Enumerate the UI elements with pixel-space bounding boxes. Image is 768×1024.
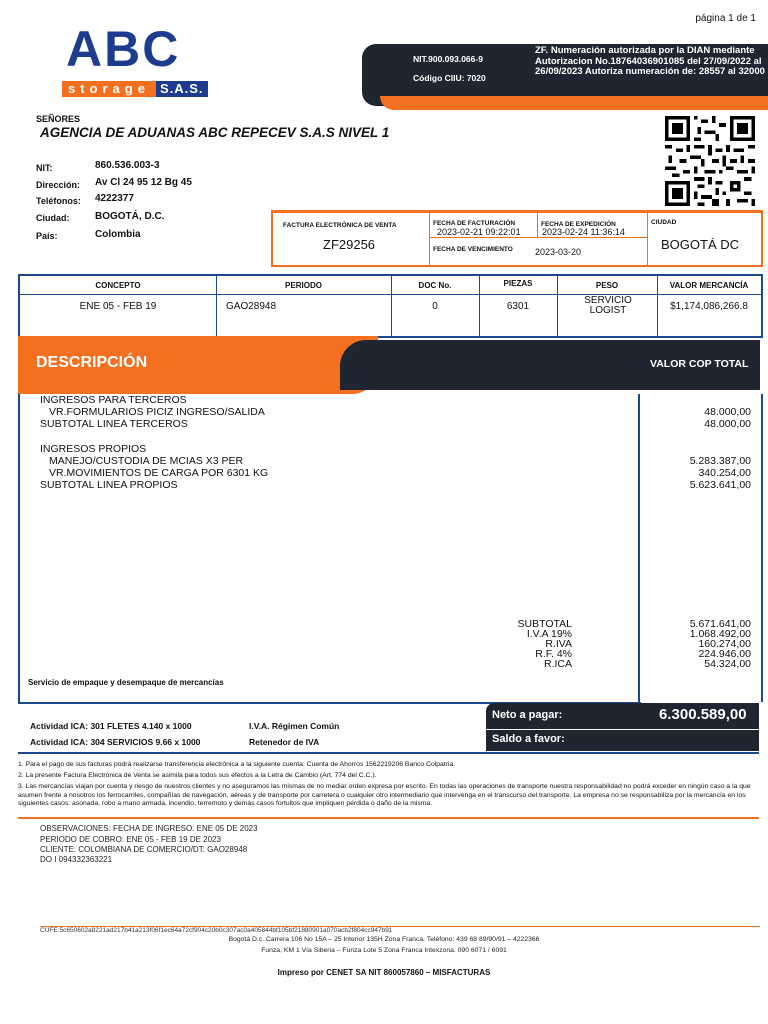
observation-line: PERIODO DE COBRO: ENE 05 - FEB 19 DE 2023 bbox=[40, 835, 221, 844]
note-letter: 2. La presente Factura Electrónica de Venta se asimila para todos sus efectos a la Letra de Cambio (Art. 774 del C.C.). bbox=[18, 772, 377, 779]
footer-address-funza: Funza, KM 1 Vía Siberia – Funza Lote 5 Zona Franca Intexzona. 090 6071 / 6091 bbox=[261, 947, 507, 954]
company-ciiu: Código CIIU: 7020 bbox=[413, 73, 486, 83]
cell-concepto: ENE 05 - FEB 19 bbox=[79, 301, 157, 312]
qr-code bbox=[664, 116, 756, 206]
address-value: Av Cl 24 95 12 Bg 45 bbox=[95, 177, 192, 188]
country-label: País: bbox=[36, 231, 58, 241]
cell-doc: 0 bbox=[432, 301, 438, 312]
invoice-number: ZF29256 bbox=[323, 237, 376, 252]
line-item: SUBTOTAL LINEA PROPIOS bbox=[40, 479, 178, 491]
iva-label: I.V.A 19% bbox=[526, 628, 572, 640]
cell-valor: $1,174,086,266.8 bbox=[670, 301, 748, 312]
issue-date-label: FECHA DE EXPEDICIÓN bbox=[541, 221, 616, 228]
line-amount: 48.000,00 bbox=[704, 406, 751, 418]
rf-amount: 224.946,00 bbox=[698, 648, 751, 660]
note-liability: 3. Las mercancías viajan por cuenta y riesgo de nuestros clientes y no aseguramos las mismas de no mediar orden expresa por escrito. En todas las operaciones de transporte nuestra responsabilidad no podrá exceder en ningún caso a la que asumen frente a nosotros los ferrocarriles, compañías de navegación, aéreas y de transporte por carretera o cualquier otro intermediario que intervenga en el transcurso del transporte. La empresa no se responsabiliza por la mercancía en los siguientes casos: asonada, robo a mano armada, incendio, terremoto y demás casos fortuitos que impliquen pérdida o daño de la misma. bbox=[18, 783, 751, 808]
column-header-piezas: PIEZAS bbox=[503, 279, 533, 288]
rica-label: R.ICA bbox=[543, 658, 572, 670]
footer-address-bogota: Bogotá D.c..Carrera 106 No 15A – 25 Interior 135H Zona Franca. Teléfono: 439 68 89/90/91 – 4222366 bbox=[228, 936, 540, 943]
subtotal-label: SUBTOTAL bbox=[517, 618, 572, 630]
nit-label: NIT: bbox=[36, 163, 53, 173]
logo-sas-text: S.A.S. bbox=[156, 81, 208, 97]
phone-label: Teléfonos: bbox=[36, 196, 81, 206]
valor-total-header: VALOR COP TOTAL bbox=[650, 358, 749, 370]
notes-bottom-rule bbox=[18, 817, 759, 819]
balance-label: Saldo a favor: bbox=[492, 733, 565, 745]
cell-periodo: GAO28948 bbox=[226, 301, 277, 312]
ica-activity-2: Actividad ICA: 304 SERVICIOS 9.66 x 1000 bbox=[30, 737, 201, 747]
iva-retainer: Retenedor de IVA bbox=[249, 737, 320, 747]
cell-peso: SERVICIO LOGIST bbox=[584, 295, 632, 316]
observation-line: OBSERVACIONES: FECHA DE INGRESO: ENE 05 DE 2023 bbox=[40, 824, 258, 833]
line-amount: 48.000,00 bbox=[704, 418, 751, 430]
company-logo: ABC bbox=[66, 21, 181, 77]
company-nit: NIT.900.093.066-9 bbox=[413, 54, 483, 64]
invoice-info-box bbox=[271, 210, 763, 267]
printed-by: Impreso por CENET SA NIT 860057860 – MISFACTURAS bbox=[277, 968, 491, 977]
invoice-date: 2023-02-21 09:22:01 bbox=[437, 227, 521, 237]
column-header-peso: PESO bbox=[595, 281, 619, 290]
description-title: DESCRIPCIÓN bbox=[36, 354, 148, 371]
city-label: Ciudad: bbox=[36, 213, 70, 223]
observation-line: CLIENTE: COLOMBIANA DE COMERCIO/DT: GAO28948 bbox=[40, 845, 248, 854]
cell-piezas: 6301 bbox=[506, 301, 530, 312]
description-column-divider bbox=[638, 394, 640, 702]
address-label: Dirección: bbox=[36, 180, 81, 190]
line-amount: 5.283.387,00 bbox=[689, 455, 751, 467]
iva-regime: I.V.A. Régimen Común bbox=[249, 721, 340, 731]
page-number: página 1 de 1 bbox=[695, 13, 756, 24]
service-description: Servicio de empaque y desempaque de mercancías bbox=[28, 678, 224, 687]
net-payable-amount: 6.300.589,00 bbox=[659, 706, 747, 723]
note-payment: 1. Para el pago de sus facturas podrá realizarse transferencia electrónica a la siguiente cuenta: Cuenta de Ahorros 1562219206 Banco Colpatria. bbox=[18, 761, 456, 768]
rf-label: R.F. 4% bbox=[535, 648, 572, 660]
customer-heading: SEÑORES bbox=[36, 114, 81, 124]
country-value: Colombia bbox=[95, 229, 141, 240]
rica-amount: 54.324,00 bbox=[704, 658, 751, 670]
cufe-code: CUFE:5c650602a8221ad217b41a213f06f1ec64a72cf904c20b0c307ac0a405844bf105bf21880901a070acb2f804cc947b91 bbox=[40, 927, 393, 934]
city-box-label: CIUDAD bbox=[651, 219, 677, 226]
column-header-concepto: CONCEPTO bbox=[95, 281, 141, 290]
logo-storage-text: storage bbox=[62, 81, 156, 97]
observation-line: DO I 094332363221 bbox=[40, 855, 113, 864]
notes-top-rule bbox=[18, 752, 759, 754]
line-item: SUBTOTAL LINEA TERCEROS bbox=[40, 418, 188, 430]
subtotal-amount: 5.671.641,00 bbox=[689, 618, 751, 630]
invoice-date-label: FECHA DE FACTURACIÓN bbox=[433, 220, 516, 227]
city-box-value: BOGOTÁ DC bbox=[661, 237, 740, 252]
description-body bbox=[18, 394, 763, 702]
line-item: VR.FORMULARIOS PICIZ INGRESO/SALIDA bbox=[49, 406, 265, 418]
company-logo-tagline bbox=[62, 81, 208, 97]
line-amount: 5.623.641,00 bbox=[689, 479, 751, 491]
due-date-label: FECHA DE VENCIMIENTO bbox=[433, 246, 513, 253]
riva-label: R.IVA bbox=[545, 638, 572, 650]
column-header-periodo: PERIODO bbox=[285, 281, 322, 290]
riva-amount: 160.274,00 bbox=[698, 638, 751, 650]
line-item: INGRESOS PARA TERCEROS bbox=[40, 394, 187, 406]
nit-value: 860.536.003-3 bbox=[95, 160, 160, 171]
line-item: VR.MOVIMIENTOS DE CARGA POR 6301 KG bbox=[49, 467, 269, 479]
line-item: MANEJO/CUSTODIA DE MCIAS X3 PER bbox=[49, 455, 244, 467]
header-banner-accent bbox=[380, 96, 768, 110]
issue-date: 2023-02-24 11:36:14 bbox=[542, 227, 625, 237]
phone-value: 4222377 bbox=[95, 193, 134, 204]
city-value: BOGOTÁ, D.C. bbox=[95, 211, 165, 222]
net-payable-label: Neto a pagar: bbox=[492, 709, 563, 721]
column-header-valor: VALOR MERCANCÍA bbox=[669, 281, 749, 290]
concept-table bbox=[18, 274, 763, 338]
customer-name: AGENCIA DE ADUANAS ABC REPECEV S.A.S NIVEL 1 bbox=[40, 125, 390, 140]
iva-amount: 1.068.492,00 bbox=[689, 628, 751, 640]
column-header-doc: DOC No. bbox=[418, 281, 452, 290]
line-item: INGRESOS PROPIOS bbox=[40, 443, 147, 455]
line-amount: 340.254,00 bbox=[698, 467, 751, 479]
invoice-number-label: FACTURA ELECTRÓNICA DE VENTA bbox=[283, 222, 397, 229]
due-date: 2023-03-20 bbox=[535, 247, 582, 257]
ica-activity-1: Actividad ICA: 301 FLETES 4.140 x 1000 bbox=[30, 721, 192, 731]
dian-authorization: ZF. Numeración autorizada por la DIAN mediante Autorizacion No.18764036901085 del 27/09/2022 al 26/09/2023 Autoriza numeración de: 28557 al 32000 bbox=[535, 45, 765, 77]
